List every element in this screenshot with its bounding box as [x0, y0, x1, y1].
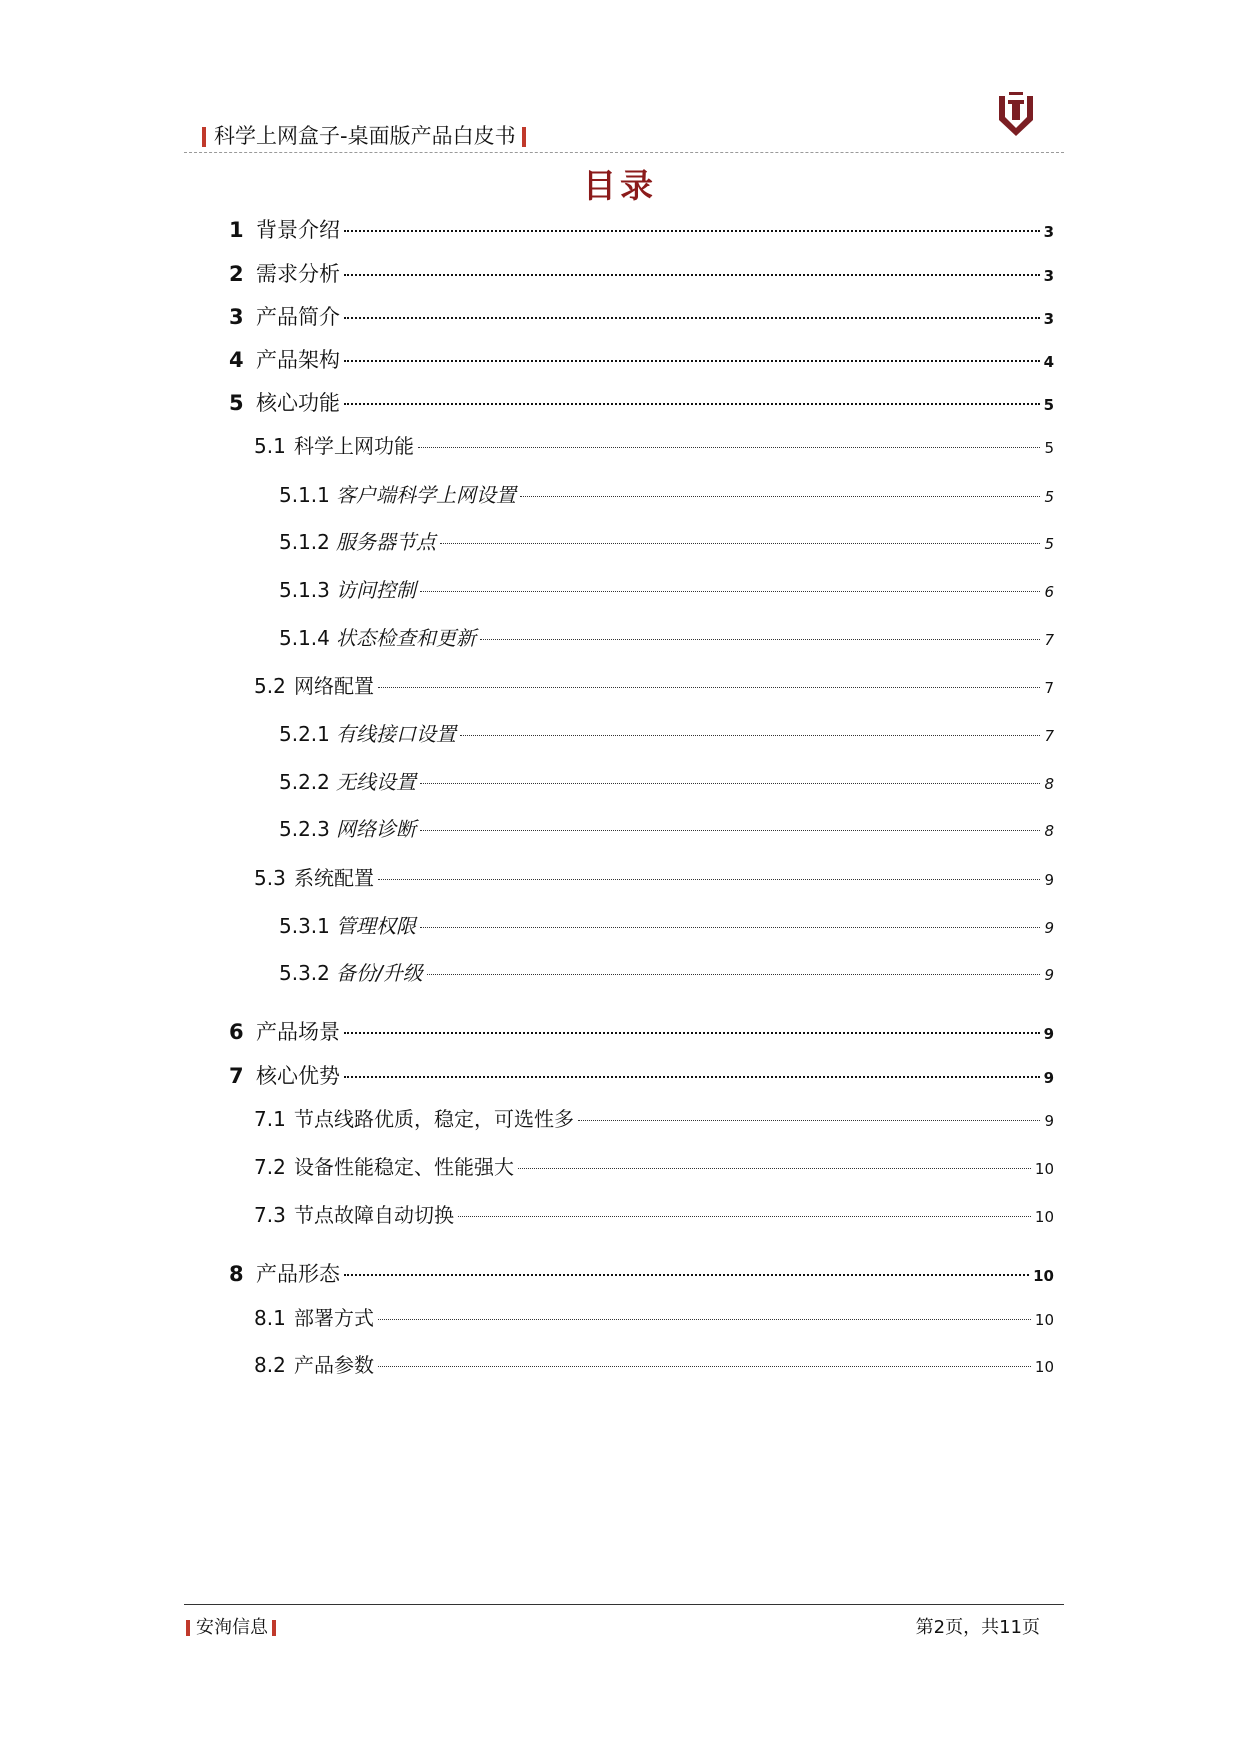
toc-dot-leader — [520, 496, 1040, 497]
toc-entry-page: 9 — [1044, 919, 1054, 937]
toc-dot-leader — [427, 974, 1041, 975]
toc-entry-label: 客户端科学上网设置 — [336, 483, 516, 507]
toc-entry-page: 10 — [1034, 1160, 1054, 1178]
toc-entry-label: 产品简介 — [256, 305, 340, 329]
header-title: 科学上网盒子-桌面版产品白皮书 — [214, 124, 516, 148]
toc-entry[interactable] — [279, 526, 1054, 555]
toc-entry-label: 核心优势 — [256, 1064, 340, 1088]
toc-entry-number: 3 — [229, 305, 244, 329]
accent-bar-left — [202, 127, 206, 147]
toc-dot-leader — [344, 230, 1040, 232]
toc-entry-number: 8.2 — [254, 1353, 286, 1377]
toc-entry[interactable] — [279, 622, 1054, 651]
toc-entry-label: 网络配置 — [294, 674, 374, 698]
toc-dot-leader — [344, 274, 1040, 276]
toc-entry-page: 10 — [1034, 1208, 1054, 1226]
toc-entry[interactable] — [229, 1016, 1054, 1046]
toc-entry[interactable] — [254, 670, 1054, 699]
accent-bar-right — [522, 127, 526, 147]
toc-entry[interactable] — [279, 479, 1054, 508]
toc-dot-leader — [344, 1076, 1040, 1078]
toc-entry[interactable] — [229, 258, 1054, 288]
toc-entry-number: 5.1.4 — [279, 626, 330, 650]
toc-entry-label: 需求分析 — [256, 262, 340, 286]
toc-entry-page: 3 — [1043, 267, 1054, 285]
toc-dot-leader — [378, 1366, 1031, 1367]
toc-entry-number: 1 — [229, 218, 244, 242]
toc-entry-page: 7 — [1044, 631, 1054, 649]
toc-entry-page: 8 — [1044, 775, 1054, 793]
toc-entry[interactable] — [229, 1258, 1054, 1288]
toc-entry-page: 5 — [1044, 439, 1054, 457]
toc-entry-page: 10 — [1033, 1267, 1054, 1285]
toc-dot-leader — [378, 687, 1040, 688]
toc-entry-label: 产品形态 — [256, 1262, 340, 1286]
toc-dot-leader — [420, 830, 1040, 831]
toc-entry-label: 产品参数 — [294, 1353, 374, 1377]
toc-entry-label: 节点故障自动切换 — [294, 1203, 454, 1227]
toc-entry-number: 8.1 — [254, 1306, 286, 1330]
toc-entry-page: 5 — [1044, 535, 1054, 553]
toc-entry-number: 5.1.1 — [279, 483, 330, 507]
toc-entry-page: 8 — [1044, 822, 1054, 840]
toc-entry-page: 10 — [1034, 1311, 1054, 1329]
toc-entry-number: 7.1 — [254, 1107, 286, 1131]
toc-dot-leader — [378, 1319, 1031, 1320]
toc-entry-number: 4 — [229, 348, 244, 372]
page-footer — [184, 1604, 1064, 1638]
toc-entry-number: 5.2.2 — [279, 770, 330, 794]
toc-entry-page: 5 — [1044, 488, 1054, 506]
toc-entry-label: 有线接口设置 — [336, 722, 456, 746]
toc-dot-leader — [344, 317, 1040, 319]
toc-entry[interactable] — [279, 910, 1054, 939]
toc-dot-leader — [418, 447, 1040, 448]
toc-entry-number: 5.1.3 — [279, 578, 330, 602]
toc-entry-number: 2 — [229, 262, 244, 286]
toc-dot-leader — [344, 1032, 1040, 1034]
toc-entry-label: 访问控制 — [336, 578, 416, 602]
toc-dot-leader — [518, 1168, 1031, 1169]
toc-dot-leader — [344, 1274, 1029, 1276]
toc-dot-leader — [344, 360, 1040, 362]
toc-entry[interactable] — [229, 344, 1054, 374]
toc-entry-label: 产品场景 — [256, 1020, 340, 1044]
toc-dot-leader — [440, 543, 1040, 544]
toc-entry-page: 10 — [1034, 1358, 1054, 1376]
toc-entry-label: 背景介绍 — [256, 218, 340, 242]
toc-entry-number: 7 — [229, 1064, 244, 1088]
company-logo-icon — [995, 90, 1037, 138]
toc-entry-number: 7.3 — [254, 1203, 286, 1227]
toc-entry-label: 科学上网功能 — [294, 434, 414, 458]
toc-entry-number: 5.2.1 — [279, 722, 330, 746]
toc-entry-page: 3 — [1043, 223, 1054, 241]
toc-entry[interactable] — [279, 718, 1054, 747]
toc-entry[interactable] — [254, 1349, 1054, 1378]
toc-entry-label: 节点线路优质，稳定，可选性多 — [294, 1107, 574, 1131]
toc-entry[interactable] — [254, 1199, 1054, 1228]
toc-entry[interactable] — [229, 301, 1054, 331]
toc-entry-page: 9 — [1044, 1112, 1054, 1130]
toc-entry[interactable] — [254, 1302, 1054, 1331]
toc-entry[interactable] — [279, 957, 1054, 986]
toc-entry-label: 核心功能 — [256, 391, 340, 415]
page-header — [184, 112, 1064, 153]
toc-dot-leader — [458, 1216, 1031, 1217]
toc-entry-label: 设备性能稳定、性能强大 — [294, 1155, 514, 1179]
toc-entry-page: 3 — [1043, 310, 1054, 328]
toc-entry[interactable] — [254, 862, 1054, 891]
toc-entry-label: 管理权限 — [336, 914, 416, 938]
toc-entry[interactable] — [254, 430, 1054, 459]
toc-entry-label: 部署方式 — [294, 1306, 374, 1330]
toc-entry[interactable] — [229, 387, 1054, 417]
toc-dot-leader — [420, 927, 1040, 928]
toc-entry-label: 状态检查和更新 — [336, 626, 476, 650]
toc-entry-page: 9 — [1043, 1025, 1054, 1043]
toc-entry-number: 5.3.1 — [279, 914, 330, 938]
toc-entry-page: 9 — [1044, 966, 1054, 984]
toc-dot-leader — [420, 783, 1040, 784]
toc-entry[interactable] — [229, 214, 1054, 244]
toc-entry[interactable] — [279, 574, 1054, 603]
toc-entry-page: 9 — [1044, 871, 1054, 889]
toc-dot-leader — [344, 403, 1040, 405]
toc-entry-number: 5 — [229, 391, 244, 415]
toc-entry[interactable] — [254, 1151, 1054, 1180]
toc-entry[interactable] — [279, 766, 1054, 795]
footer-company: 安洵信息 — [196, 1617, 268, 1638]
toc-entry-page: 9 — [1043, 1069, 1054, 1087]
toc-entry-page: 4 — [1043, 353, 1054, 371]
toc-entry-page: 6 — [1044, 583, 1054, 601]
toc-entry-number: 7.2 — [254, 1155, 286, 1179]
toc-dot-leader — [420, 591, 1040, 592]
toc-entry-number: 5.3 — [254, 866, 286, 890]
toc-dot-leader — [460, 735, 1040, 736]
toc-entry-number: 5.3.2 — [279, 961, 330, 985]
toc-entry[interactable] — [229, 1060, 1054, 1090]
toc-entry-number: 5.1.2 — [279, 530, 330, 554]
header-title-group — [202, 120, 526, 150]
toc-entry-label: 无线设置 — [336, 770, 416, 794]
toc-entry-page: 5 — [1043, 396, 1054, 414]
toc-entry-label: 产品架构 — [256, 348, 340, 372]
toc-entry-label: 备份/升级 — [336, 961, 423, 985]
page-title: 目录 — [583, 166, 657, 205]
toc-dot-leader — [578, 1120, 1040, 1121]
toc-entry-number: 6 — [229, 1020, 244, 1044]
toc-entry-label: 网络诊断 — [336, 817, 416, 841]
toc-entry-number: 5.2.3 — [279, 817, 330, 841]
toc-entry-number: 8 — [229, 1262, 244, 1286]
toc-dot-leader — [480, 639, 1040, 640]
toc-entry[interactable] — [279, 813, 1054, 842]
footer-accent-bar-left — [186, 1620, 190, 1636]
footer-page-info: 第2页，共11页 — [915, 1617, 1040, 1638]
footer-company-group — [186, 1613, 276, 1639]
toc-entry[interactable] — [254, 1103, 1054, 1132]
toc-entry-page: 7 — [1044, 727, 1054, 745]
toc-entry-label: 服务器节点 — [336, 530, 436, 554]
toc-dot-leader — [378, 879, 1040, 880]
toc-entry-page: 7 — [1044, 679, 1054, 697]
toc-entry-label: 系统配置 — [294, 866, 374, 890]
toc-entry-number: 5.2 — [254, 674, 286, 698]
toc-entry-number: 5.1 — [254, 434, 286, 458]
footer-accent-bar-right — [272, 1620, 276, 1636]
